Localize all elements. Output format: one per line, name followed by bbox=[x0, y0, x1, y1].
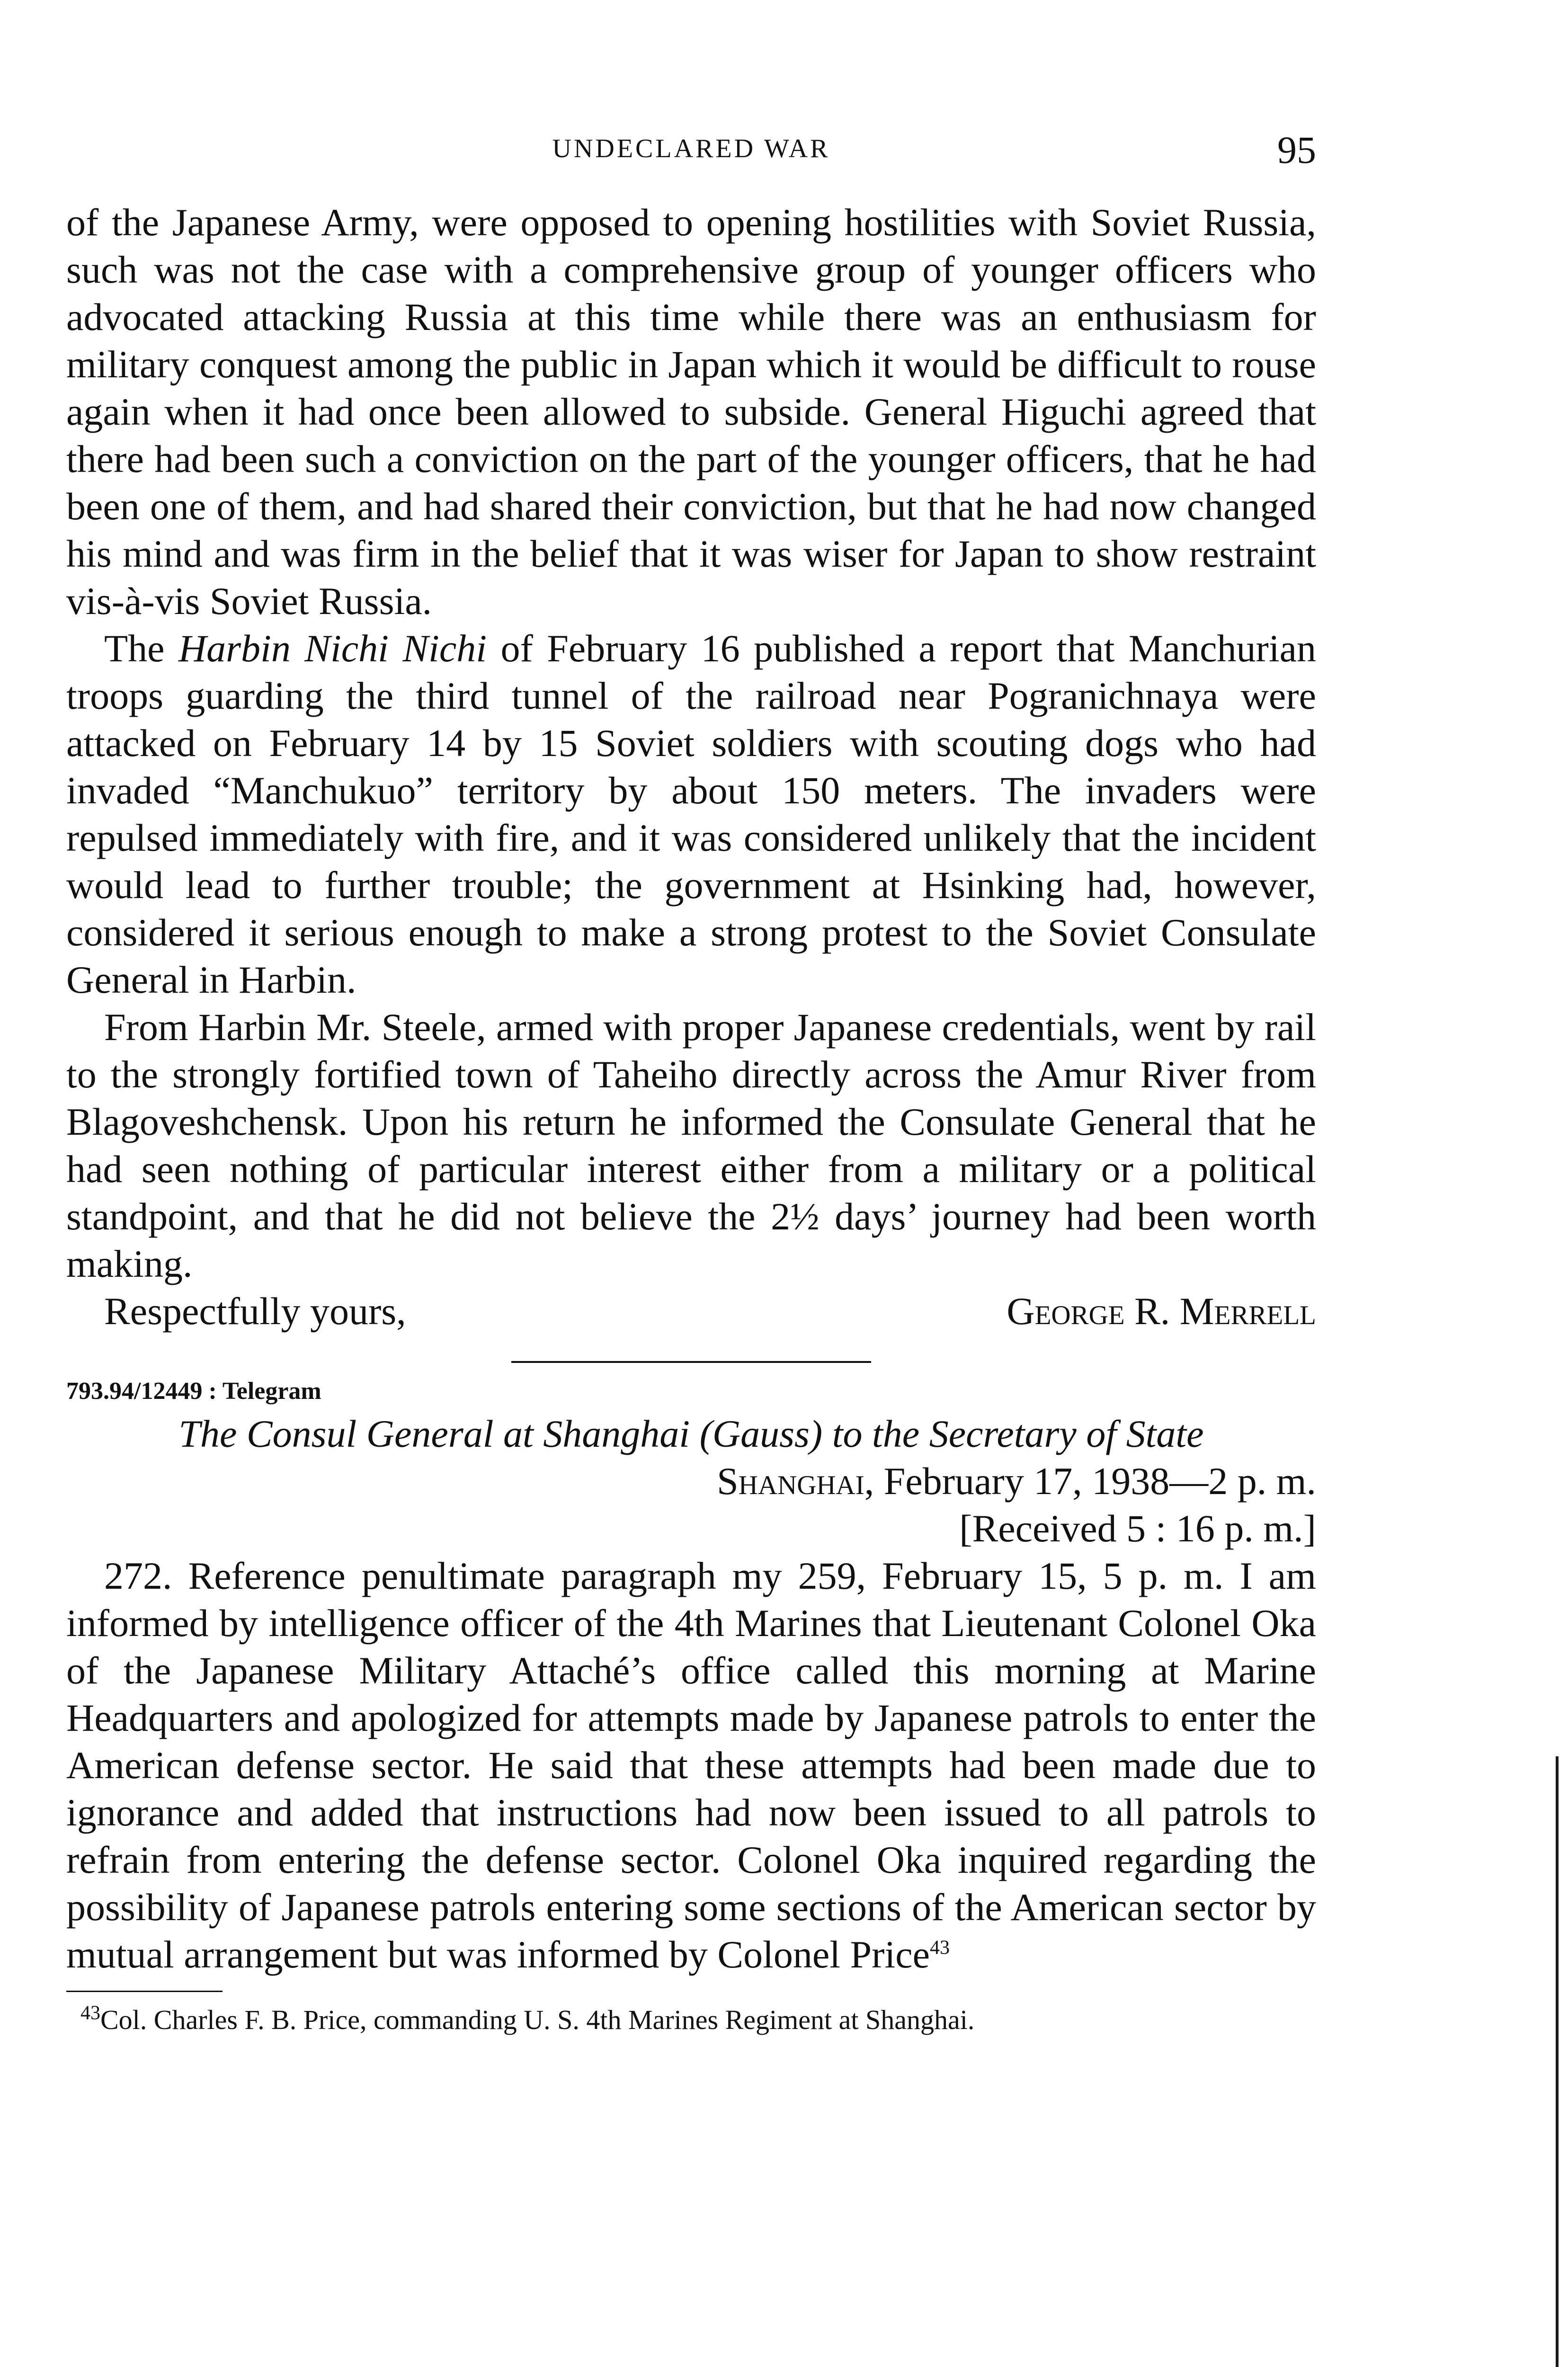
page-number: 95 bbox=[1277, 128, 1316, 171]
paragraph-lead: The bbox=[104, 627, 178, 670]
paragraph-continuation: of the Japanese Army, were opposed to opening hostilities with Soviet Russia, such was not the case with a comprehensive group of younger officers who advocated attacking Russia at this time while there was an enthusiasm for military conquest among the public in Japan which it would be difficult to rouse again when it had once been allowed to subside. General Higuchi agreed that there had been such a conviction on the part of the younger officers, that he had been one of them, and had shared their conviction, but that he had now changed his mind and was firm in the belief that it was wiser for Japan to show restraint vis-à-vis Soviet Russia. bbox=[66, 201, 1316, 623]
paragraph-steele-trip: From Harbin Mr. Steele, armed with proper Japanese credentials, went by rail to the strongly fortified town of Taheiho directly across the Amur River from Blagoveshchensk. Upon his return he informed the Consulate General that he had seen nothing of particular interest either from a military or a political standpoint, and that he did not believe the 2½ days’ journey had been worth making. bbox=[66, 1006, 1316, 1285]
paragraph-body: of February 16 published a report that Manchurian troops guarding the third tunnel of the railroad near Pogranichnaya were attacked on February 14 by 15 Soviet soldiers with scouting dogs who had invaded “Manchukuo” territory by about 150 meters. The invaders were repulsed immediately with fire, and it was considered unlikely that the incident would lead to further trouble; the government at Hsinking had, however, considered it serious enough to make a strong protest to the Soviet Consulate General in Harbin. bbox=[66, 627, 1317, 1001]
telegram-text: 272. Reference penultimate paragraph my 259, February 15, 5 p. m. I am informed by intelligence officer of the 4th Marines that Lieutenant Colonel Oka of the Japanese Military Attaché’s office called this morning at Marine Headquarters and apologized for attempts made by Japanese patrols to enter the American defense sector. He said that these attempts had been made due to ignorance and added that instructions had now been issued to all patrols to refrain from entering the defense sector. Colonel Oka inquired regarding the possibility of Japanese patrols entering some sections of the American sector by mutual arrangement but was informed by Colonel Price bbox=[66, 1554, 1316, 1976]
newspaper-title: Harbin Nichi Nichi bbox=[178, 627, 487, 670]
footnote-marker: 43 bbox=[80, 2002, 100, 2024]
received-time: [Received 5 : 16 p. m.] bbox=[959, 1507, 1316, 1550]
signature: George R. Merrell bbox=[1007, 1290, 1316, 1333]
section-divider bbox=[511, 1361, 871, 1363]
page-header bbox=[66, 128, 1316, 175]
footnote-reference: 43 bbox=[930, 1937, 950, 1959]
dateline bbox=[66, 1458, 1316, 1505]
dateline-date: , February 17, 1938—2 p. m. bbox=[864, 1459, 1316, 1503]
footnote bbox=[66, 2002, 1316, 2038]
dateline-place: Shanghai bbox=[717, 1459, 864, 1503]
body-text bbox=[66, 199, 1316, 2038]
footnote-text: Col. Charles F. B. Price, commanding U. S. 4th Marines Regiment at Shanghai. bbox=[100, 2004, 975, 2035]
document-title: The Consul General at Shanghai (Gauss) to the Secretary of State bbox=[178, 1412, 1204, 1455]
running-title: UNDECLARED WAR bbox=[552, 134, 830, 163]
paragraph-harbin-report bbox=[66, 625, 1316, 1004]
closing-text: Respectfully yours, bbox=[104, 1290, 406, 1333]
signoff bbox=[66, 1288, 1316, 1335]
telegram-body bbox=[66, 1552, 1316, 1978]
page-edge-line bbox=[1556, 1756, 1559, 2367]
file-reference: 793.94/12449 : Telegram bbox=[66, 1378, 321, 1405]
footnote-divider bbox=[66, 1991, 223, 1992]
